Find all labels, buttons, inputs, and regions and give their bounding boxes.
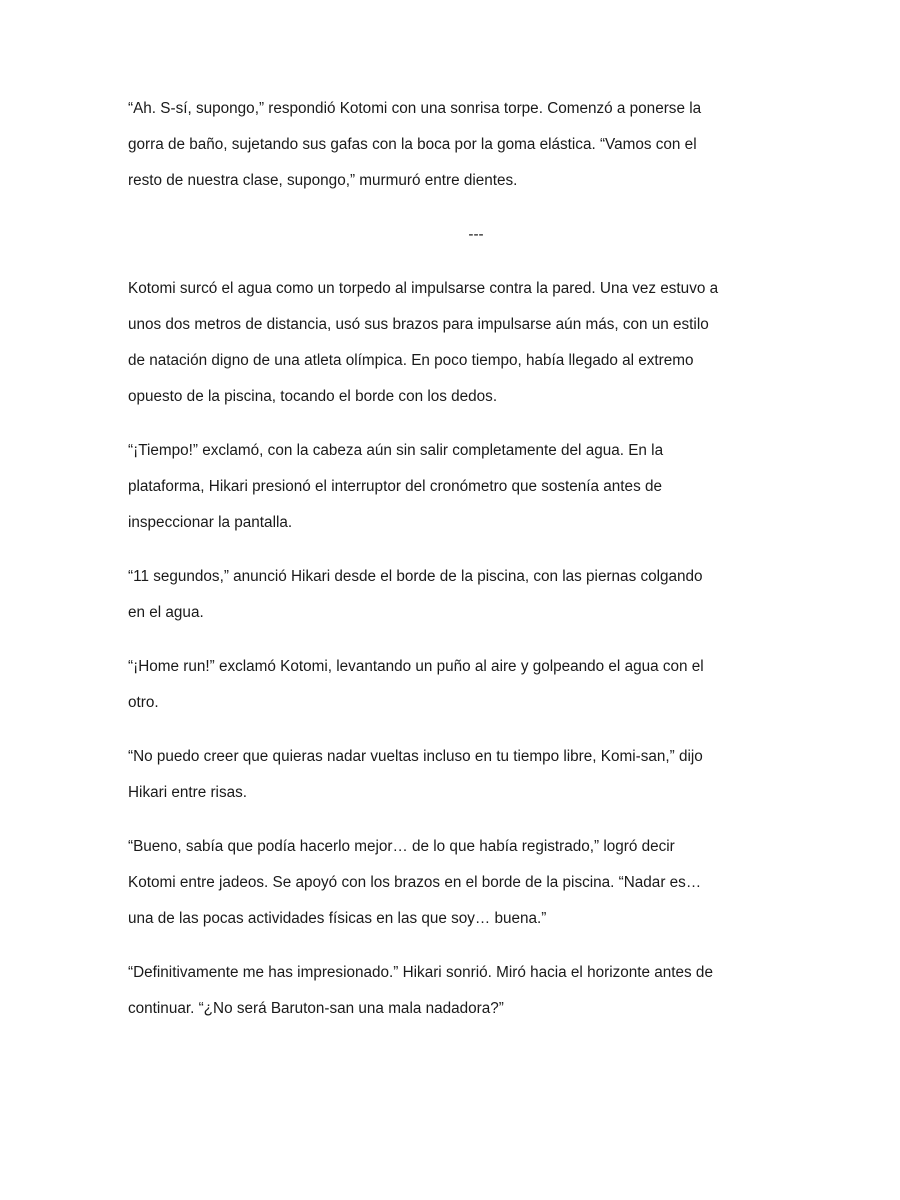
text-line: “11 segundos,” anunció Hikari desde el borde de la piscina, con las piernas colgando (128, 568, 703, 585)
text-line: inspeccionar la pantalla. (128, 514, 293, 531)
paragraph (128, 433, 780, 541)
text-line: “No puedo creer que quieras nadar vueltas incluso en tu tiempo libre, Komi-san,” dijo (128, 748, 703, 765)
text-line: “Bueno, sabía que podía hacerlo mejor… de lo que había registrado,” logró decir (128, 838, 675, 855)
paragraph (128, 955, 780, 1027)
text-line: opuesto de la piscina, tocando el borde con los dedos. (128, 388, 498, 405)
text-line: gorra de baño, sujetando sus gafas con la boca por la goma elástica. “Vamos con el (128, 136, 697, 153)
text-line: resto de nuestra clase, supongo,” murmuró entre dientes. (128, 172, 518, 189)
text-line: una de las pocas actividades físicas en las que soy… buena.” (128, 910, 547, 927)
text-line: unos dos metros de distancia, usó sus brazos para impulsarse aún más, con un estilo (128, 316, 709, 333)
text-line: continuar. “¿No será Baruton-san una mala nadadora?” (128, 1000, 504, 1017)
text-line: Hikari entre risas. (128, 784, 248, 801)
text-line: de natación digno de una atleta olímpica. En poco tiempo, había llegado al extremo (128, 352, 694, 369)
paragraph (128, 739, 780, 811)
text-line: otro. (128, 694, 159, 711)
text-line: en el agua. (128, 604, 204, 621)
text-line: plataforma, Hikari presionó el interruptor del cronómetro que sostenía antes de (128, 478, 662, 495)
paragraph (128, 829, 780, 937)
paragraph (128, 649, 780, 721)
text-line: Kotomi entre jadeos. Se apoyó con los brazos en el borde de la piscina. “Nadar es… (128, 874, 702, 891)
text-line: Kotomi surcó el agua como un torpedo al impulsarse contra la pared. Una vez estuvo a (128, 280, 719, 297)
text-line: “Ah. S-sí, supongo,” respondió Kotomi con una sonrisa torpe. Comenzó a ponerse la (128, 100, 702, 117)
text-line: “¡Tiempo!” exclamó, con la cabeza aún sin salir completamente del agua. En la (128, 442, 664, 459)
scene-separator: --- (468, 226, 484, 243)
text-line: “Definitivamente me has impresionado.” Hikari sonrió. Miró hacia el horizonte antes de (128, 964, 713, 981)
paragraph (128, 559, 780, 631)
document-body (128, 91, 780, 1045)
text-line: “¡Home run!” exclamó Kotomi, levantando un puño al aire y golpeando el agua con el (128, 658, 704, 675)
paragraph (128, 271, 780, 415)
paragraph (128, 91, 780, 199)
